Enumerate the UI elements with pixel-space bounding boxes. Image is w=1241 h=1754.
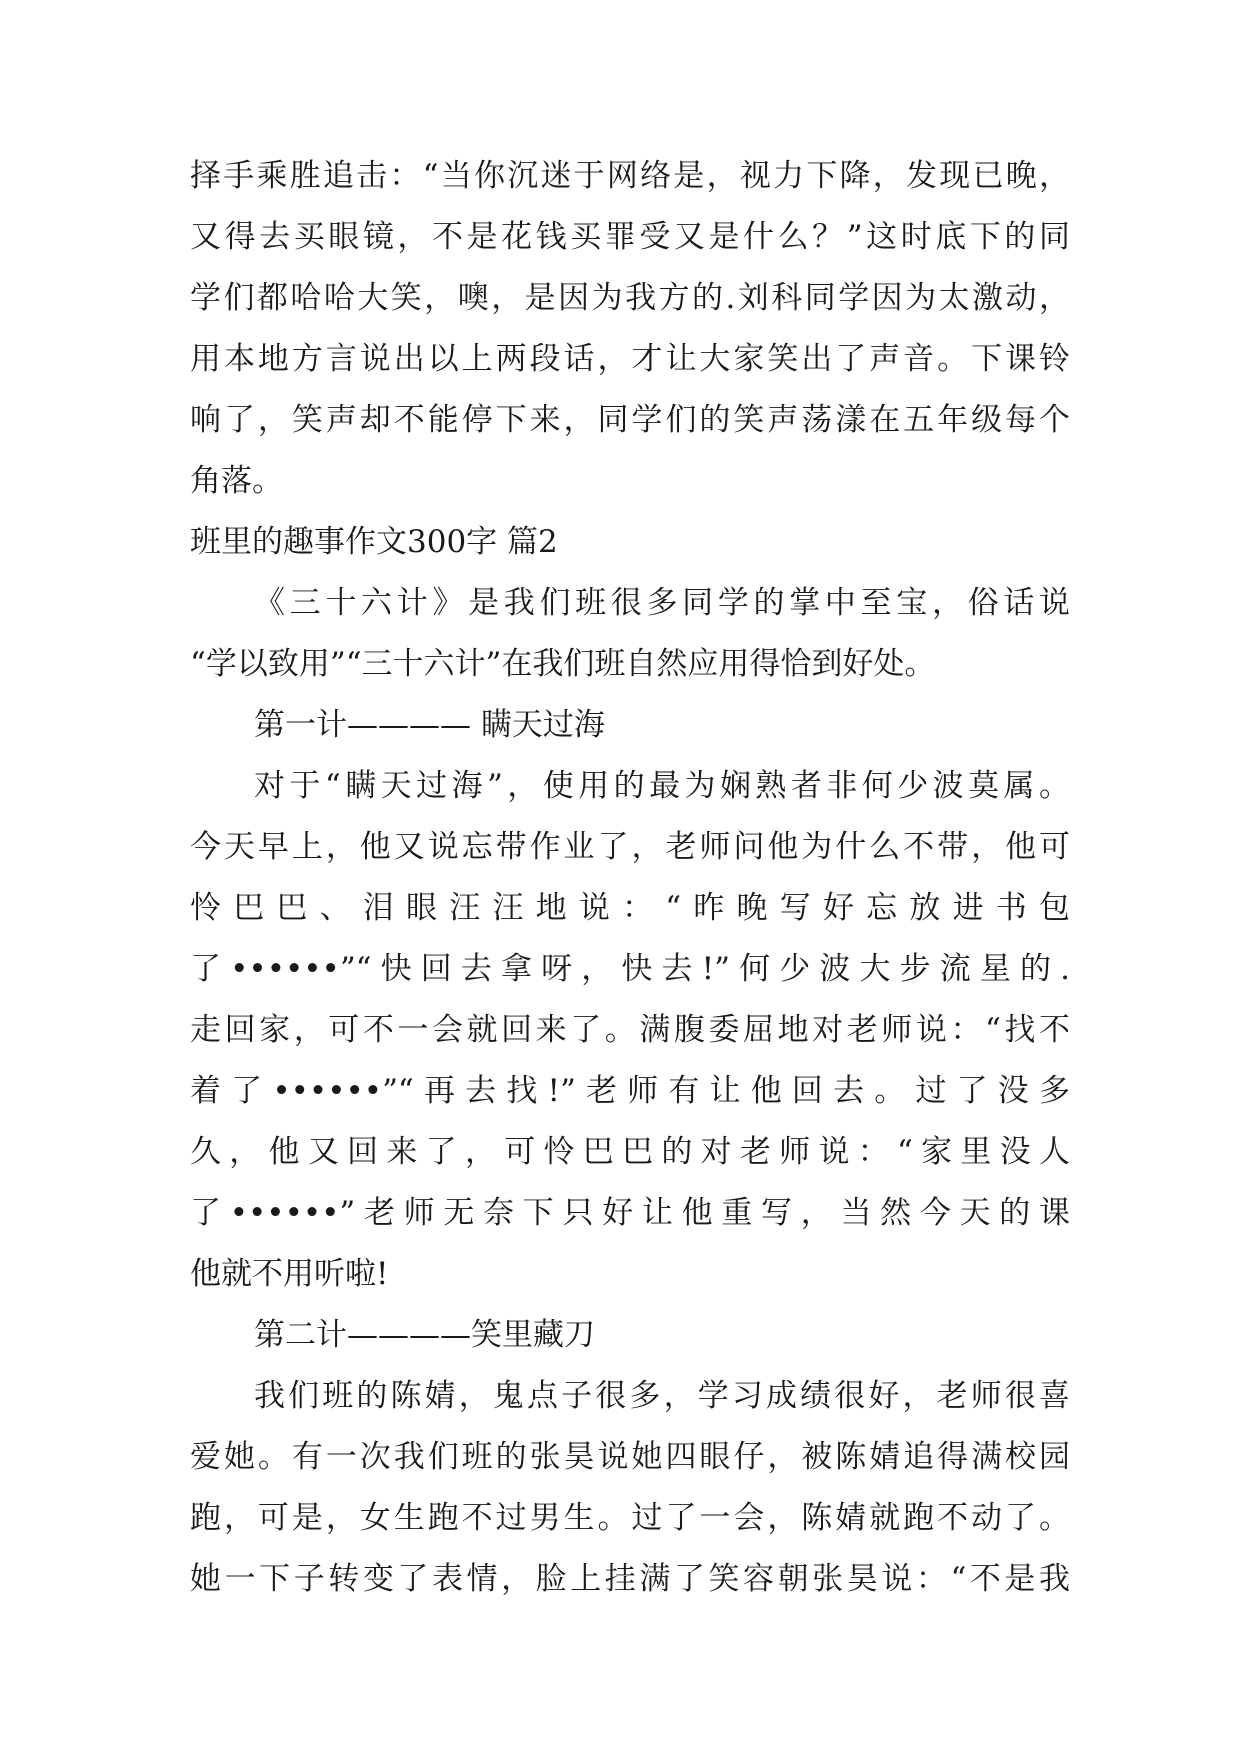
- section-heading: 班里的趣事作文300字 篇2: [190, 524, 558, 560]
- paragraph-2: [190, 573, 1070, 695]
- paragraph-line: 择手乘胜追击：“当你沉迷于网络是，视力下降，发现已晚，: [190, 158, 1070, 194]
- paragraph-line: 角落。: [190, 463, 283, 499]
- paragraph-line: 爱她。有一次我们班的张昊说她四眼仔，被陈婧追得满校园: [190, 1439, 1070, 1475]
- paragraph-line: 久，他又回来了，可怜巴巴的对老师说：“家里没人: [190, 1134, 1070, 1170]
- paragraph-line: 我们班的陈婧，鬼点子很多，学习成绩很好，老师很喜: [254, 1378, 1070, 1414]
- section-heading-block: [190, 512, 1070, 573]
- paragraph-line: 今天早上，他又说忘带作业了，老师问他为什么不带，他可: [190, 829, 1070, 865]
- paragraph-line: 她一下子转变了表情，脸上挂满了笑容朝张昊说：“不是我: [190, 1561, 1070, 1597]
- paragraph-line: 他就不用听啦!: [190, 1256, 389, 1292]
- paragraph-line: 着了••••••”“再去找!”老师有让他回去。过了没多: [190, 1073, 1070, 1109]
- paragraph-line: 又得去买眼镜，不是花钱买罪受又是什么？”这时底下的同: [190, 219, 1070, 255]
- paragraph-line: “学以致用”“三十六计”在我们班自然应用得恰到好处。: [190, 646, 936, 682]
- paragraph-line: 跑，可是，女生跑不过男生。过了一会，陈婧就跑不动了。: [190, 1500, 1070, 1536]
- paragraph-line: 对于“瞒天过海”，使用的最为娴熟者非何少波莫属。: [254, 768, 1070, 804]
- paragraph-line: 学们都哈哈大笑，噢，是因为我方的.刘科同学因为太激动，: [190, 280, 1070, 316]
- strategy-2-title: 第二计————笑里藏刀: [254, 1317, 595, 1353]
- strategy-2-title-block: [190, 1305, 1070, 1366]
- paragraph-line: 响了，笑声却不能停下来，同学们的笑声荡漾在五年级每个: [190, 402, 1070, 438]
- paragraph-line: 《三十六计》是我们班很多同学的掌中至宝，俗话说: [254, 585, 1070, 621]
- paragraph-4: [190, 1366, 1070, 1610]
- strategy-1-title: 第一计———— 瞒天过海: [254, 707, 605, 743]
- paragraph-line: 了••••••”老师无奈下只好让他重写，当然今天的课: [190, 1195, 1070, 1231]
- paragraph-line: 了••••••”“快回去拿呀，快去!”何少波大步流星的.: [190, 951, 1070, 987]
- paragraph-line: 用本地方言说出以上两段话，才让大家笑出了声音。下课铃: [190, 341, 1070, 377]
- paragraph-3: [190, 756, 1070, 1305]
- paragraph-line: 怜巴巴、泪眼汪汪地说：“昨晚写好忘放进书包: [190, 890, 1070, 926]
- paragraph-1: [190, 146, 1070, 512]
- paragraph-line: 走回家，可不一会就回来了。满腹委屈地对老师说：“找不: [190, 1012, 1070, 1048]
- strategy-1-title-block: [190, 695, 1070, 756]
